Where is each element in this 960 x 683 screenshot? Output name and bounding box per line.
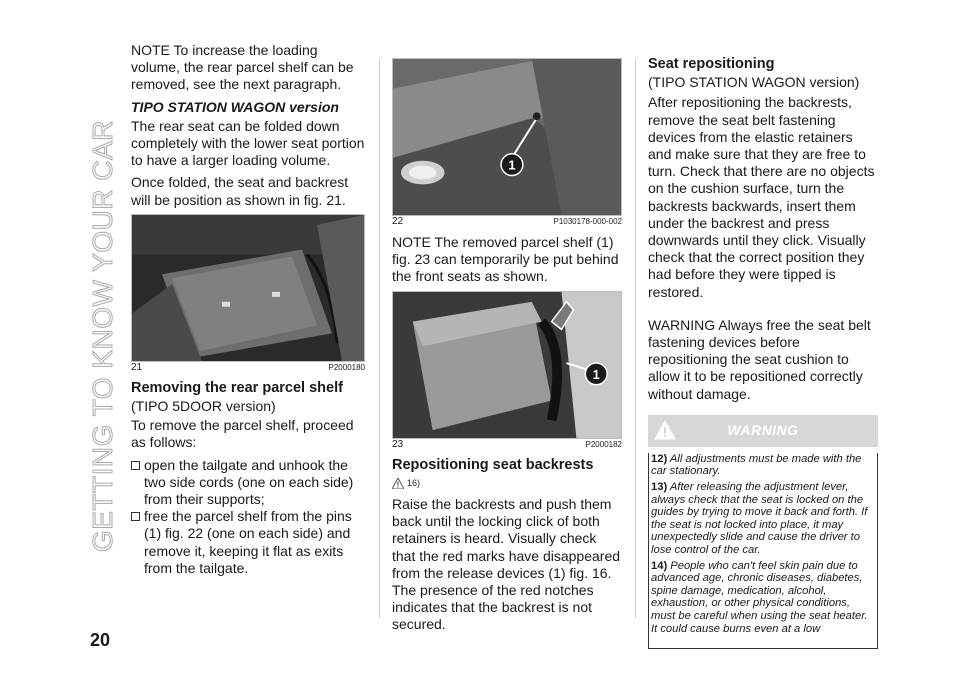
- paragraph: WARNING Always free the seat belt fastening devices before repositioning the seat cushion to allow it to be repositioned correctly without damage.: [648, 316, 871, 402]
- warning-item: [651, 453, 875, 478]
- list-item-text: open the tailgate and unhook the two side cords (one on each side) from their supports;: [144, 456, 354, 508]
- column-divider: [635, 58, 636, 618]
- warning-text: After releasing the adjustment lever, always check that the seat is locked on the guides by trying to move it back and forth. If the seat is not locked into place, it may unexpectedly slide and cause the driver to lose control of the car.: [651, 481, 868, 557]
- column-middle: [392, 42, 622, 639]
- figure-number: 23: [392, 438, 404, 450]
- paragraph: After repositioning the backrests, remove the seat belt fastening devices from the elastic retainers and make sure that they are free to turn. Check that there are no objects on the cushion surface, turn the backrests backwards, insert them under the backrest and press downwards until they click. Visually check that the correct position they had before they were tipped is restored.: [648, 94, 875, 300]
- paragraph: Once folded, the seat and backrest will be position as shown in fig. 21.: [131, 174, 349, 208]
- sub-heading: TIPO STATION WAGON version: [131, 98, 339, 115]
- shelf-behind-seats-photo: [393, 292, 621, 438]
- parcel-shelf-pin-photo: [393, 59, 621, 215]
- list-item: [131, 508, 365, 577]
- list-item: [131, 457, 365, 509]
- reference-number: 16): [407, 477, 421, 488]
- version-text: (TIPO 5DOOR version): [131, 398, 276, 415]
- paragraph: Raise the backrests and push them back until the locking click of both retainers is heard. Visually check that the red marks have disappeared from the release devices (1) fig. 16. The presence of the red notches indicates that the backrest is not secured.: [392, 496, 621, 633]
- callout-number: 1: [508, 157, 516, 173]
- seat-folded-photo: [132, 215, 364, 361]
- figure-21-photo: [131, 214, 365, 362]
- section-heading: Seat repositioning: [648, 56, 775, 72]
- section-heading: Repositioning seat backrests: [392, 456, 594, 473]
- note-text: NOTE The removed parcel shelf (1) fig. 23 can temporarily be put behind the front seats as shown.: [392, 234, 619, 285]
- checkbox-bullet-icon: [131, 512, 140, 521]
- paragraph: To remove the parcel shelf, proceed as follows:: [131, 417, 354, 451]
- figure-code: P2000180: [328, 362, 365, 372]
- warning-item: [651, 560, 875, 636]
- side-section-title: [83, 56, 123, 616]
- section-heading: Removing the rear parcel shelf: [131, 379, 343, 396]
- warning-triangle-icon: [392, 478, 404, 489]
- side-section-title-text: GETTING TO KNOW YOUR CAR: [87, 119, 118, 553]
- warning-banner: [648, 415, 878, 447]
- note-text: NOTE To increase the loading volume, the rear parcel shelf can be removed, see the next paragraph.: [131, 42, 354, 93]
- warning-number: 14): [651, 559, 668, 572]
- warning-number: 12): [651, 452, 668, 465]
- warning-item: [651, 481, 875, 557]
- page-number: 20: [90, 630, 111, 650]
- figure-caption: [392, 217, 622, 227]
- version-text: (TIPO STATION WAGON version): [648, 74, 860, 91]
- figure-caption: [131, 363, 365, 373]
- checkbox-bullet-icon: [131, 461, 140, 470]
- warning-list: [648, 453, 878, 649]
- warning-triangle-icon: [654, 420, 676, 440]
- warning-number: 13): [651, 481, 668, 494]
- figure-number: 21: [131, 361, 143, 373]
- figure-number: 22: [392, 216, 404, 227]
- warning-label: WARNING: [727, 422, 799, 439]
- list-item-text: free the parcel shelf from the pins (1) fig. 22 (one on each side) and remove it, keeping it flat as exits from the tailgate.: [144, 508, 352, 576]
- figure-23-photo: [392, 291, 622, 439]
- warning-text: People who can't feel skin pain due to advanced age, chronic diseases, diabetes, spine damage, medication, alcohol, exhaustion, or other physical conditions, must be careful when using the seat heater. It could cause burns even at a low: [651, 559, 868, 635]
- figure-22-photo: [392, 58, 622, 216]
- figure-caption: [392, 440, 622, 450]
- column-divider: [379, 58, 380, 618]
- warning-reference: [392, 475, 622, 492]
- figure-code: P2000182: [585, 439, 622, 449]
- warning-text: All adjustments must be made with the car stationary.: [651, 452, 862, 478]
- column-right: [648, 56, 878, 649]
- paragraph: The rear seat can be folded down completely with the lower seat portion to have a larger loading volume.: [131, 117, 365, 169]
- callout-number: 1: [592, 366, 600, 382]
- figure-code: P1030178-000-002: [553, 217, 622, 226]
- column-left: [131, 42, 365, 577]
